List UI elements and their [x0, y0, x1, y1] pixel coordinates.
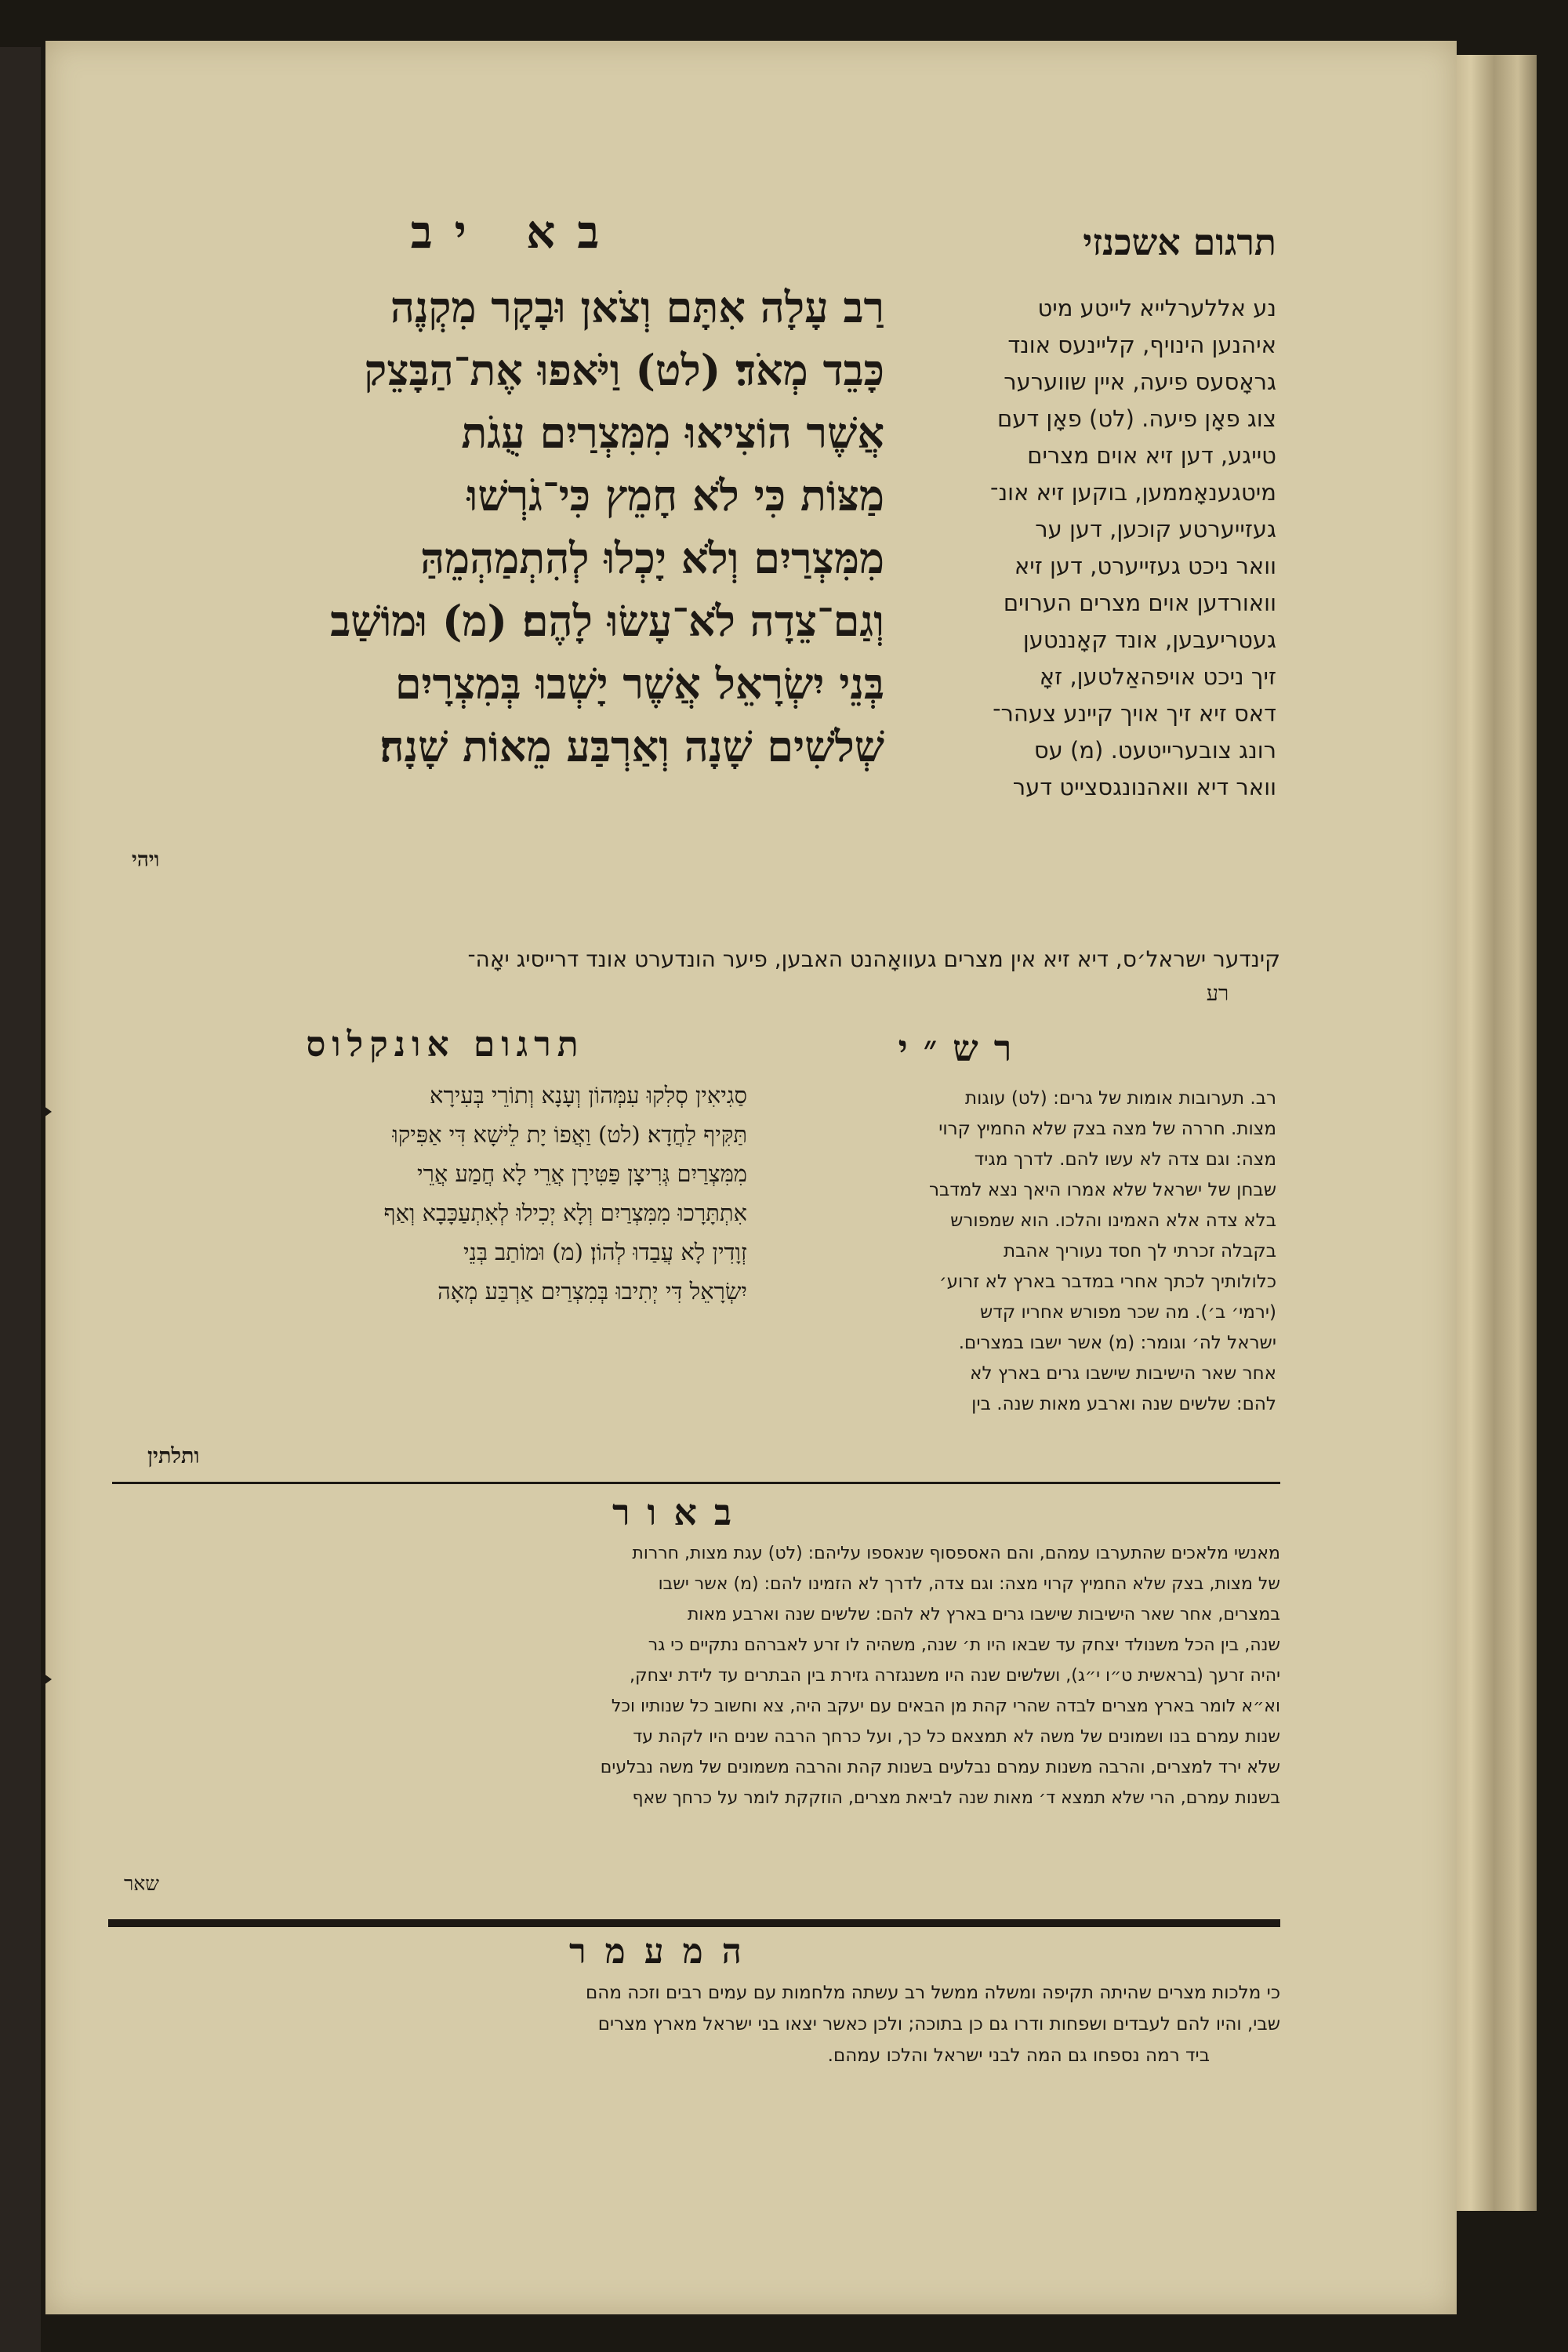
- torah-line: בְּנֵי יִשְׂרָאֵל אֲשֶׁר יָשְׁבוּ בְּמִצְרָיִם: [394, 659, 884, 709]
- onkelos-title: תרגום אונקלוס: [306, 1025, 585, 1065]
- rashi-line: רב. תערובות אומות של גרים: (לט) עוגות: [965, 1088, 1276, 1109]
- book-page: [45, 41, 1457, 2314]
- hameamar-column: [104, 1977, 1280, 2071]
- rule-thick: [108, 1919, 1280, 1927]
- ashkenazi-line: וואר דיא וואהנונגסצייט דער: [1012, 774, 1276, 800]
- torah-line: אֲשֶׁר הוֹצִיאוּ מִמִּצְרַיִם עֻגֹת: [461, 408, 884, 458]
- hameamar-line: שבי, והיו להם לעבדים ושפחות ודרו גם כן בתוכה; ולכן כאשר יצאו בני ישראל מארץ מצרים: [597, 2014, 1280, 2034]
- torah-text: [120, 276, 884, 778]
- biur-line: של מצות, בצק שלא החמיץ קרוי מצה: וגם צדה, לדרך לא הזמינו להם: (מ) אשר ישבו: [658, 1574, 1280, 1594]
- rashi-column: [767, 1083, 1276, 1420]
- ashkenazi-line: דאס זיא זיך אויך קיינע צעהר־: [993, 700, 1276, 727]
- rule-thin: [112, 1482, 1280, 1484]
- parasha-header: בא יב: [410, 205, 622, 259]
- ashkenazi-line: וואר ניכט געזייערט, דען זיא: [1014, 553, 1276, 579]
- torah-line: כָּבֵד מְאֹד׃ (לט) וַיֹּאפוּ אֶת־הַבָּצֵק: [364, 345, 884, 395]
- ashkenazi-line: געזייערטע קוכען, דען ער: [1035, 516, 1276, 543]
- onkelos-line: יִשְׂרָאֵל דִּי יְתִיבוּ בְּמִצְרַיִם אַרְבַּע מְאָה: [437, 1278, 747, 1305]
- margin-tab-icon: [41, 1104, 52, 1120]
- torah-line: מַצּוֹת כִּי לֹא חָמֵץ כִּי־גֹרְשׁוּ: [466, 470, 884, 521]
- page-edges-right: [1443, 55, 1537, 2211]
- biur-line: וא״א לומר בארץ מצרים לבדה שהרי קהת מן הבאים עם יעקב היה, צא וחשוב כל שנותיו וכל: [611, 1697, 1280, 1716]
- onkelos-line: זְוָדִין לָא עֲבַדוּ לְהוֹן׃ (מ) וּמוֹתַב בְּנֵי: [463, 1239, 747, 1265]
- rashi-line: אחר שאר הישיבות שישבו גרים בארץ לא: [970, 1363, 1276, 1384]
- biur-line: יהיה זרעך (בראשית ט״ו י״ג), ושלשים שנה היו משנגזרה גזירת בין הבתרים עד לידת יצחק,: [630, 1666, 1280, 1686]
- onkelos-line: סַגִיאִין סְלִקוּ עִמְּהוֹן וְעָנָא וְתוֹרֵי בְּעִירָא: [430, 1082, 747, 1109]
- onkelos-line: אִתְתָּרָכוּ מִמִּצְרַיִם וְלָא יְכִילוּ לְאִתְעַכָּבָא וְאַף: [383, 1200, 747, 1226]
- biur-title: באור: [612, 1491, 750, 1534]
- ashkenazi-line: רונג צובערייטעט. (מ) עס: [1033, 737, 1276, 764]
- rashi-line: להם: שלשים שנה וארבע מאות שנה. בין: [971, 1394, 1276, 1414]
- ashkenazi-line: מיטגענאָממען, בוקען זיא אונ־: [990, 479, 1276, 506]
- ashkenazi-line: איהנען הינויף, קליינעס אונד: [1007, 332, 1276, 358]
- ashkenazi-catchword: רע: [1206, 982, 1229, 1006]
- biur-column: [104, 1538, 1280, 1813]
- rashi-line: כלולותיך לכתך אחרי במדבר בארץ לא זרוע׳: [939, 1272, 1276, 1292]
- rashi-line: בלא צדה אלא האמינו והלכו. הוא שמפורש: [950, 1210, 1276, 1231]
- ashkenazi-line: גראָסעס פיעה, איין שווערער: [1004, 368, 1276, 395]
- rashi-line: שבחן של ישראל שלא אמרו היאך נצא למדבר: [929, 1180, 1276, 1200]
- torah-line: מִמִּצְרַיִם וְלֹא יָכְלוּ לְהִתְמַהְמֵהַּ: [420, 533, 884, 583]
- targum-ashkenazi-column: [894, 290, 1276, 806]
- ashkenazi-line: וואורדען אוים מצרים הערוים: [1003, 590, 1276, 616]
- hameamar-line: ביד רמה נספחו גם המה לבני ישראל והלכו עמהם.: [827, 2045, 1210, 2066]
- ashkenazi-line: געטריעבען, אונד קאָננטען: [1022, 626, 1276, 653]
- rashi-line: (ירמי׳ ב׳). מה שכר מפורש אחריו קדש: [979, 1302, 1276, 1323]
- ashkenazi-line: זיך ניכט אויפהאַלטען, זאָ: [1039, 663, 1276, 690]
- book-board-left: [0, 47, 41, 2352]
- onkelos-column: [120, 1076, 747, 1311]
- torah-line: וְגַם־צֵדָה לֹא־עָשׂוּ לָהֶם׃ (מ) וּמוֹשַׁב: [330, 596, 884, 646]
- rashi-line: ישראל לה׳ וגומר: (מ) אשר ישבו במצרים.: [958, 1333, 1276, 1353]
- margin-tab-icon: [41, 1671, 52, 1687]
- biur-line: מאנשי מלאכים שהתערבו עמהם, והם האספסוף שנאספו עליהם: (לט) עגת מצות, חררות: [632, 1544, 1280, 1563]
- ashkenazi-wide-line: קינדער ישראל׳ס, דיא זיא אין מצרים געוואָהנט האבען, פיער הונדערט אונד דרייסיג יאָה־: [467, 946, 1280, 972]
- ashkenazi-line: נע אללערלייא לייטע מיט: [1037, 295, 1276, 321]
- biur-line: שנות עמרם בנו ושמונים של משה לא תמצאם כל כך, ועל כרחך הרבה שנים היו לקהת עד: [633, 1727, 1280, 1747]
- torah-line: רַב עָלָה אִתָּם וְצֹאן וּבָקָר מִקְנֶה: [390, 282, 884, 332]
- ashkenazi-line: צוג פאָן פיעה. (לט) פאָן דעם: [996, 405, 1276, 432]
- biur-line: בשנות עמרם, הרי שלא תמצא ד׳ מאות שנה לביאת מצרים, הוזקקת לומר על כרחך שאף: [632, 1788, 1280, 1808]
- biur-line: שנה, בין הכל משנולד יצחק עד שבאו היו ת׳ שנה, משהיה לו זרע לאברהם נתקיים כי גר: [648, 1635, 1280, 1655]
- onkelos-catchword: ותלתין: [147, 1444, 200, 1468]
- targum-ashkenazi-title: תרגום אשכנזי: [1083, 221, 1276, 263]
- biur-line: שלא ירד למצרים, והרבה משנות עמרם נבלעים בשנות קהת והרבה משמונים של משה נבלעים: [600, 1758, 1280, 1777]
- biur-line: במצרים, אחר שאר הישיבות שישבו גרים בארץ לא להם: שלשים שנה וארבע מאות: [687, 1605, 1280, 1624]
- biur-catchword: שאר: [124, 1872, 159, 1895]
- hameamar-line: כי מלכות מצרים שהיתה תקיפה ומשלה ממשל רב עשתה מלחמות עם עמים רבים וזכה מהם: [586, 1983, 1280, 2003]
- rashi-title: רש״י: [898, 1027, 1028, 1069]
- rashi-line: בקבלה זכרתי לך חסד נעוריך אהבת: [1003, 1241, 1276, 1261]
- hameamar-title: המעמר: [569, 1932, 760, 1972]
- ashkenazi-line: טייגע, דען זיא אוים מצרים: [1027, 442, 1276, 469]
- rashi-line: מצה: וגם צדה לא עשו להם. לדרך מגיד: [974, 1149, 1276, 1170]
- torah-line: שְׁלֹשִׁים שָׁנָה וְאַרְבַּע מֵאוֹת שָׁנָה׃: [379, 721, 884, 771]
- torah-catchword: ויהי: [132, 848, 160, 872]
- onkelos-line: תַּקִּיף לַחֲדָא׃ (לט) וַאֲפוֹ יָת לֵישָׁא דִּי אַפִּיקוּ: [392, 1121, 747, 1148]
- onkelos-line: מִמִּצְרַיִם גְּרִיצָן פַּטִּירָן אֲרֵי לָא חֲמַע אֲרֵי: [416, 1160, 747, 1187]
- rashi-line: מצות. חררה של מצה בצק שלא החמיץ קרוי: [938, 1119, 1276, 1139]
